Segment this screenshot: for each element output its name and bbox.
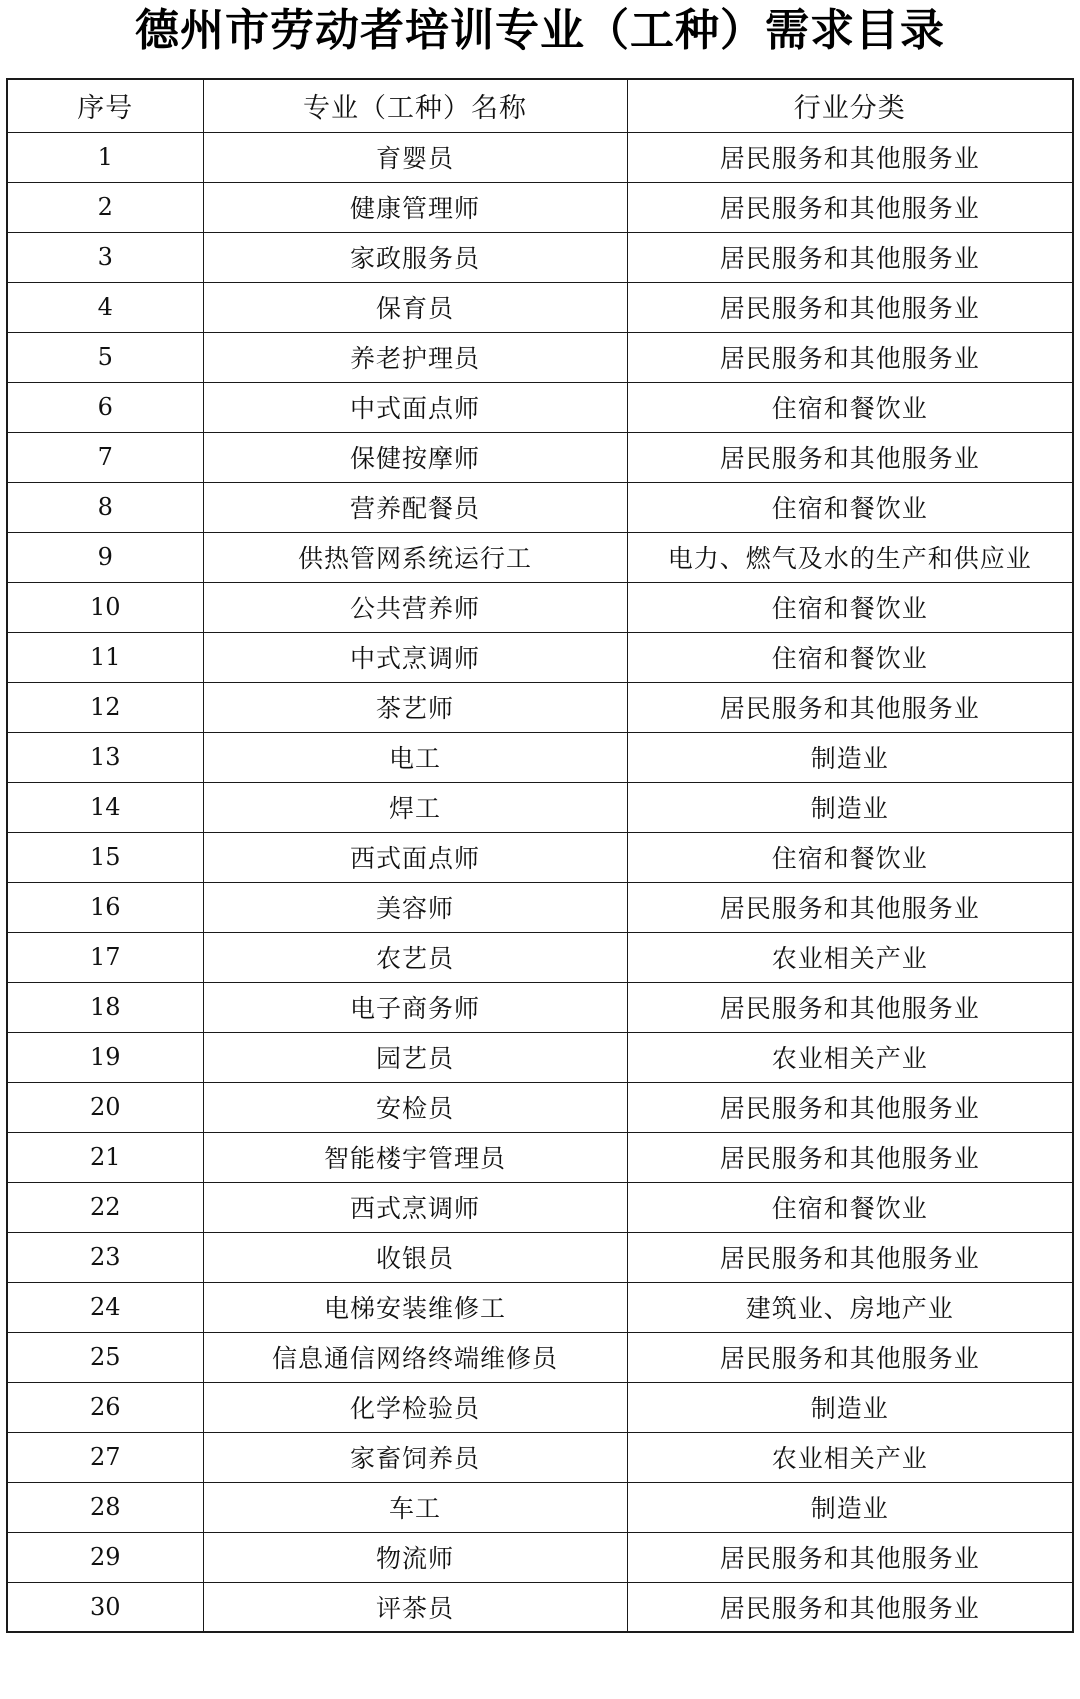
header-occupation-name: 专业（工种）名称 — [203, 79, 627, 132]
row-index: 23 — [7, 1232, 203, 1282]
table-row — [7, 682, 1073, 732]
occupation-name: 园艺员 — [203, 1032, 627, 1082]
table-row — [7, 1332, 1073, 1382]
occupation-name: 养老护理员 — [203, 332, 627, 382]
occupation-name: 美容师 — [203, 882, 627, 932]
industry-category: 农业相关产业 — [627, 1432, 1073, 1482]
occupation-name: 收银员 — [203, 1232, 627, 1282]
table-row — [7, 132, 1073, 182]
occupation-name: 信息通信网络终端维修员 — [203, 1332, 627, 1382]
row-index: 15 — [7, 832, 203, 882]
industry-category: 住宿和餐饮业 — [627, 1182, 1073, 1232]
row-index: 10 — [7, 582, 203, 632]
row-index: 19 — [7, 1032, 203, 1082]
row-index: 4 — [7, 282, 203, 332]
table-row — [7, 382, 1073, 432]
table-row — [7, 1082, 1073, 1132]
industry-category: 居民服务和其他服务业 — [627, 1132, 1073, 1182]
industry-category: 居民服务和其他服务业 — [627, 182, 1073, 232]
table-row — [7, 582, 1073, 632]
occupation-name: 电工 — [203, 732, 627, 782]
row-index: 12 — [7, 682, 203, 732]
table-row — [7, 1482, 1073, 1532]
occupation-name: 公共营养师 — [203, 582, 627, 632]
table-row — [7, 1432, 1073, 1482]
header-industry-category: 行业分类 — [627, 79, 1073, 132]
table-row — [7, 1182, 1073, 1232]
row-index: 18 — [7, 982, 203, 1032]
table-header-row — [7, 79, 1073, 132]
row-index: 30 — [7, 1582, 203, 1632]
occupation-name: 电子商务师 — [203, 982, 627, 1032]
occupation-name: 家畜饲养员 — [203, 1432, 627, 1482]
occupation-name: 中式烹调师 — [203, 632, 627, 682]
row-index: 29 — [7, 1532, 203, 1582]
table-row — [7, 832, 1073, 882]
table-row — [7, 632, 1073, 682]
industry-category: 农业相关产业 — [627, 932, 1073, 982]
industry-category: 制造业 — [627, 732, 1073, 782]
industry-category: 住宿和餐饮业 — [627, 582, 1073, 632]
page-title: 德州市劳动者培训专业（工种）需求目录 — [135, 5, 945, 56]
table-row — [7, 1582, 1073, 1632]
industry-category: 居民服务和其他服务业 — [627, 232, 1073, 282]
row-index: 25 — [7, 1332, 203, 1382]
table-row — [7, 1532, 1073, 1582]
table-row — [7, 1132, 1073, 1182]
industry-category: 居民服务和其他服务业 — [627, 1532, 1073, 1582]
table-row — [7, 882, 1073, 932]
industry-category: 农业相关产业 — [627, 1032, 1073, 1082]
table-row — [7, 332, 1073, 382]
industry-category: 建筑业、房地产业 — [627, 1282, 1073, 1332]
industry-category: 制造业 — [627, 1482, 1073, 1532]
occupation-name: 智能楼宇管理员 — [203, 1132, 627, 1182]
row-index: 6 — [7, 382, 203, 432]
row-index: 28 — [7, 1482, 203, 1532]
industry-category: 住宿和餐饮业 — [627, 382, 1073, 432]
catalog-table — [6, 78, 1074, 1633]
industry-category: 居民服务和其他服务业 — [627, 982, 1073, 1032]
row-index: 1 — [7, 132, 203, 182]
occupation-name: 西式烹调师 — [203, 1182, 627, 1232]
row-index: 8 — [7, 482, 203, 532]
table-row — [7, 182, 1073, 232]
row-index: 16 — [7, 882, 203, 932]
industry-category: 居民服务和其他服务业 — [627, 882, 1073, 932]
row-index: 9 — [7, 532, 203, 582]
industry-category: 居民服务和其他服务业 — [627, 282, 1073, 332]
industry-category: 居民服务和其他服务业 — [627, 682, 1073, 732]
row-index: 17 — [7, 932, 203, 982]
occupation-name: 西式面点师 — [203, 832, 627, 882]
table-row — [7, 732, 1073, 782]
occupation-name: 保健按摩师 — [203, 432, 627, 482]
row-index: 3 — [7, 232, 203, 282]
industry-category: 居民服务和其他服务业 — [627, 432, 1073, 482]
occupation-name: 供热管网系统运行工 — [203, 532, 627, 582]
row-index: 14 — [7, 782, 203, 832]
occupation-name: 农艺员 — [203, 932, 627, 982]
industry-category: 居民服务和其他服务业 — [627, 1082, 1073, 1132]
row-index: 26 — [7, 1382, 203, 1432]
occupation-name: 育婴员 — [203, 132, 627, 182]
header-index: 序号 — [7, 79, 203, 132]
occupation-name: 焊工 — [203, 782, 627, 832]
table-row — [7, 982, 1073, 1032]
table-body — [7, 132, 1073, 1632]
row-index: 21 — [7, 1132, 203, 1182]
table-row — [7, 1282, 1073, 1332]
table-row — [7, 932, 1073, 982]
row-index: 22 — [7, 1182, 203, 1232]
table-row — [7, 532, 1073, 582]
industry-category: 居民服务和其他服务业 — [627, 1232, 1073, 1282]
table-row — [7, 232, 1073, 282]
occupation-name: 健康管理师 — [203, 182, 627, 232]
industry-category: 居民服务和其他服务业 — [627, 1582, 1073, 1632]
occupation-name: 车工 — [203, 1482, 627, 1532]
industry-category: 住宿和餐饮业 — [627, 482, 1073, 532]
occupation-name: 评茶员 — [203, 1582, 627, 1632]
occupation-name: 茶艺师 — [203, 682, 627, 732]
occupation-name: 中式面点师 — [203, 382, 627, 432]
industry-category: 居民服务和其他服务业 — [627, 1332, 1073, 1382]
row-index: 24 — [7, 1282, 203, 1332]
row-index: 7 — [7, 432, 203, 482]
occupation-name: 电梯安装维修工 — [203, 1282, 627, 1332]
table-row — [7, 482, 1073, 532]
occupation-name: 物流师 — [203, 1532, 627, 1582]
table-header — [7, 79, 1073, 132]
table-row — [7, 1032, 1073, 1082]
row-index: 2 — [7, 182, 203, 232]
industry-category: 住宿和餐饮业 — [627, 632, 1073, 682]
table-row — [7, 432, 1073, 482]
row-index: 5 — [7, 332, 203, 382]
table-row — [7, 1382, 1073, 1432]
row-index: 11 — [7, 632, 203, 682]
industry-category: 居民服务和其他服务业 — [627, 332, 1073, 382]
occupation-name: 营养配餐员 — [203, 482, 627, 532]
industry-category: 电力、燃气及水的生产和供应业 — [627, 532, 1073, 582]
table-row — [7, 782, 1073, 832]
occupation-name: 安检员 — [203, 1082, 627, 1132]
row-index: 20 — [7, 1082, 203, 1132]
occupation-name: 化学检验员 — [203, 1382, 627, 1432]
table-row — [7, 282, 1073, 332]
occupation-name: 保育员 — [203, 282, 627, 332]
occupation-name: 家政服务员 — [203, 232, 627, 282]
industry-category: 居民服务和其他服务业 — [627, 132, 1073, 182]
row-index: 13 — [7, 732, 203, 782]
industry-category: 住宿和餐饮业 — [627, 832, 1073, 882]
table-row — [7, 1232, 1073, 1282]
industry-category: 制造业 — [627, 782, 1073, 832]
industry-category: 制造业 — [627, 1382, 1073, 1432]
row-index: 27 — [7, 1432, 203, 1482]
